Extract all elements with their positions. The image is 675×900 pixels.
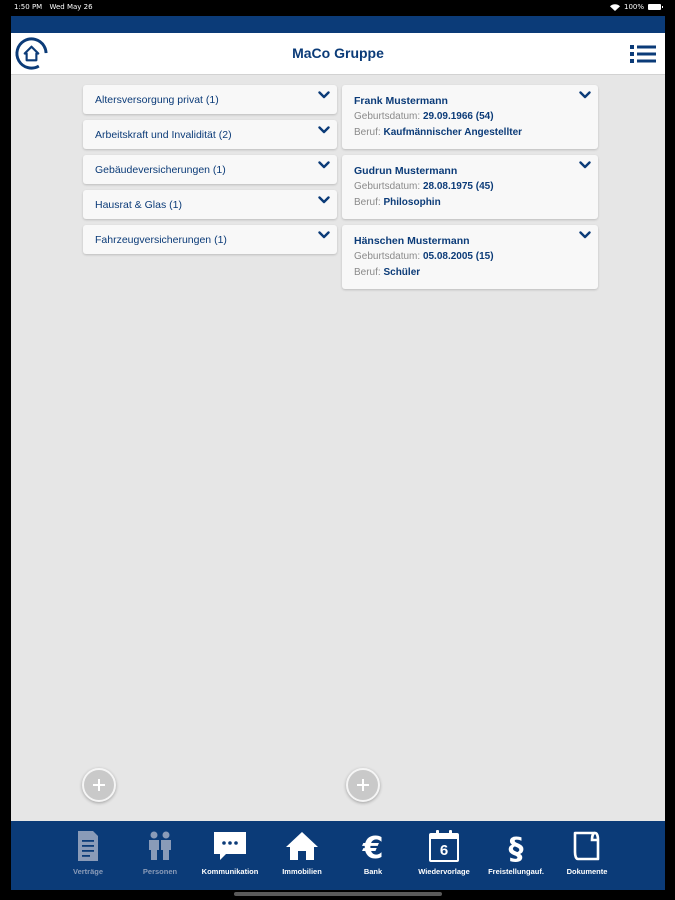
top-stripe (11, 16, 665, 33)
tab-vertraege[interactable] (48, 821, 128, 890)
birth-date: 28.08.1975 (45) (422, 181, 494, 192)
category-label: Fahrzeugversicherungen (1) (95, 234, 227, 246)
svg-text:§: § (508, 832, 524, 862)
app-window (11, 16, 665, 890)
chevron-down-icon[interactable] (579, 161, 591, 169)
person-card-gudrun[interactable] (342, 155, 598, 219)
birth-label: Geburtsdatum: (354, 111, 421, 122)
chevron-down-icon[interactable] (579, 91, 591, 99)
job-value: Philosophin (383, 197, 441, 208)
category-label: Gebäudeversicherungen (1) (95, 164, 226, 176)
paragraph-icon (504, 830, 528, 862)
navigation-bar (11, 33, 665, 75)
category-label: Arbeitskraft und Invalidität (2) (95, 129, 232, 141)
category-fahrzeugversicherungen[interactable] (83, 225, 337, 254)
tab-label: Wiedervorlage (418, 867, 470, 876)
person-name: Frank Mustermann (354, 95, 448, 107)
person-card-frank[interactable] (342, 85, 598, 149)
birth-label: Geburtsdatum: (354, 251, 421, 262)
add-contract-button[interactable] (82, 768, 116, 802)
battery-icon (648, 4, 661, 10)
tab-wiedervorlage[interactable] (404, 821, 484, 890)
job-value: Kaufmännischer Angestellter (383, 127, 523, 138)
chevron-down-icon[interactable] (318, 126, 330, 134)
tab-immobilien[interactable] (262, 821, 342, 890)
tab-kommunikation[interactable] (190, 821, 270, 890)
status-bar (0, 0, 675, 14)
job-value: Schüler (383, 267, 421, 278)
birth-date: 29.09.1966 (54) (422, 111, 494, 122)
document-icon (76, 830, 100, 862)
chevron-down-icon[interactable] (318, 196, 330, 204)
chevron-down-icon[interactable] (318, 161, 330, 169)
tab-label: Personen (142, 867, 178, 876)
chevron-down-icon[interactable] (579, 231, 591, 239)
chat-icon (212, 830, 248, 862)
page-title: MaCo Gruppe (292, 45, 384, 61)
tab-label: Immobilien (282, 867, 322, 876)
status-time: 1:50 PM (14, 3, 43, 11)
people-icon (146, 830, 174, 862)
add-person-button[interactable] (346, 768, 380, 802)
chevron-down-icon[interactable] (318, 231, 330, 239)
person-name: Hänschen Mustermann (354, 235, 470, 247)
house-icon (285, 830, 319, 862)
home-indicator[interactable] (234, 892, 442, 896)
documents-icon (571, 830, 603, 862)
tab-label: Kommunikation (201, 867, 259, 876)
tab-bank[interactable] (333, 821, 413, 890)
tab-personen[interactable] (120, 821, 200, 890)
status-date: Wed May 26 (49, 3, 93, 11)
tab-bar (11, 821, 665, 890)
category-arbeitskraft[interactable] (83, 120, 337, 149)
birth-label: Geburtsdatum: (354, 181, 421, 192)
tab-dokumente[interactable] (547, 821, 627, 890)
category-hausrat-glas[interactable] (83, 190, 337, 219)
tab-freistellungsauftrag[interactable] (476, 821, 556, 890)
birth-date: 05.08.2005 (15) (422, 251, 494, 262)
job-label: Beruf: (354, 197, 381, 208)
person-name: Gudrun Mustermann (354, 165, 458, 177)
tab-label: Verträge (72, 867, 104, 876)
chevron-down-icon[interactable] (318, 91, 330, 99)
tab-label: Freistellungauf. (488, 867, 544, 876)
battery-percent: 100% (623, 3, 644, 11)
person-card-haenschen[interactable] (342, 225, 598, 289)
calendar-day: 6 (439, 842, 449, 859)
tab-label: Bank (363, 867, 383, 876)
job-label: Beruf: (354, 127, 381, 138)
list-menu-icon[interactable] (630, 44, 656, 64)
calendar-icon (429, 830, 459, 862)
category-label: Hausrat & Glas (1) (95, 199, 182, 211)
category-gebaeudeversicherungen[interactable] (83, 155, 337, 184)
job-label: Beruf: (354, 267, 381, 278)
euro-icon (359, 830, 387, 862)
wifi-icon (610, 4, 620, 11)
svg-text:€: € (362, 831, 384, 862)
category-altersversorgung[interactable] (83, 85, 337, 114)
tab-label: Dokumente (566, 867, 608, 876)
category-label: Altersversorgung privat (1) (95, 94, 219, 106)
